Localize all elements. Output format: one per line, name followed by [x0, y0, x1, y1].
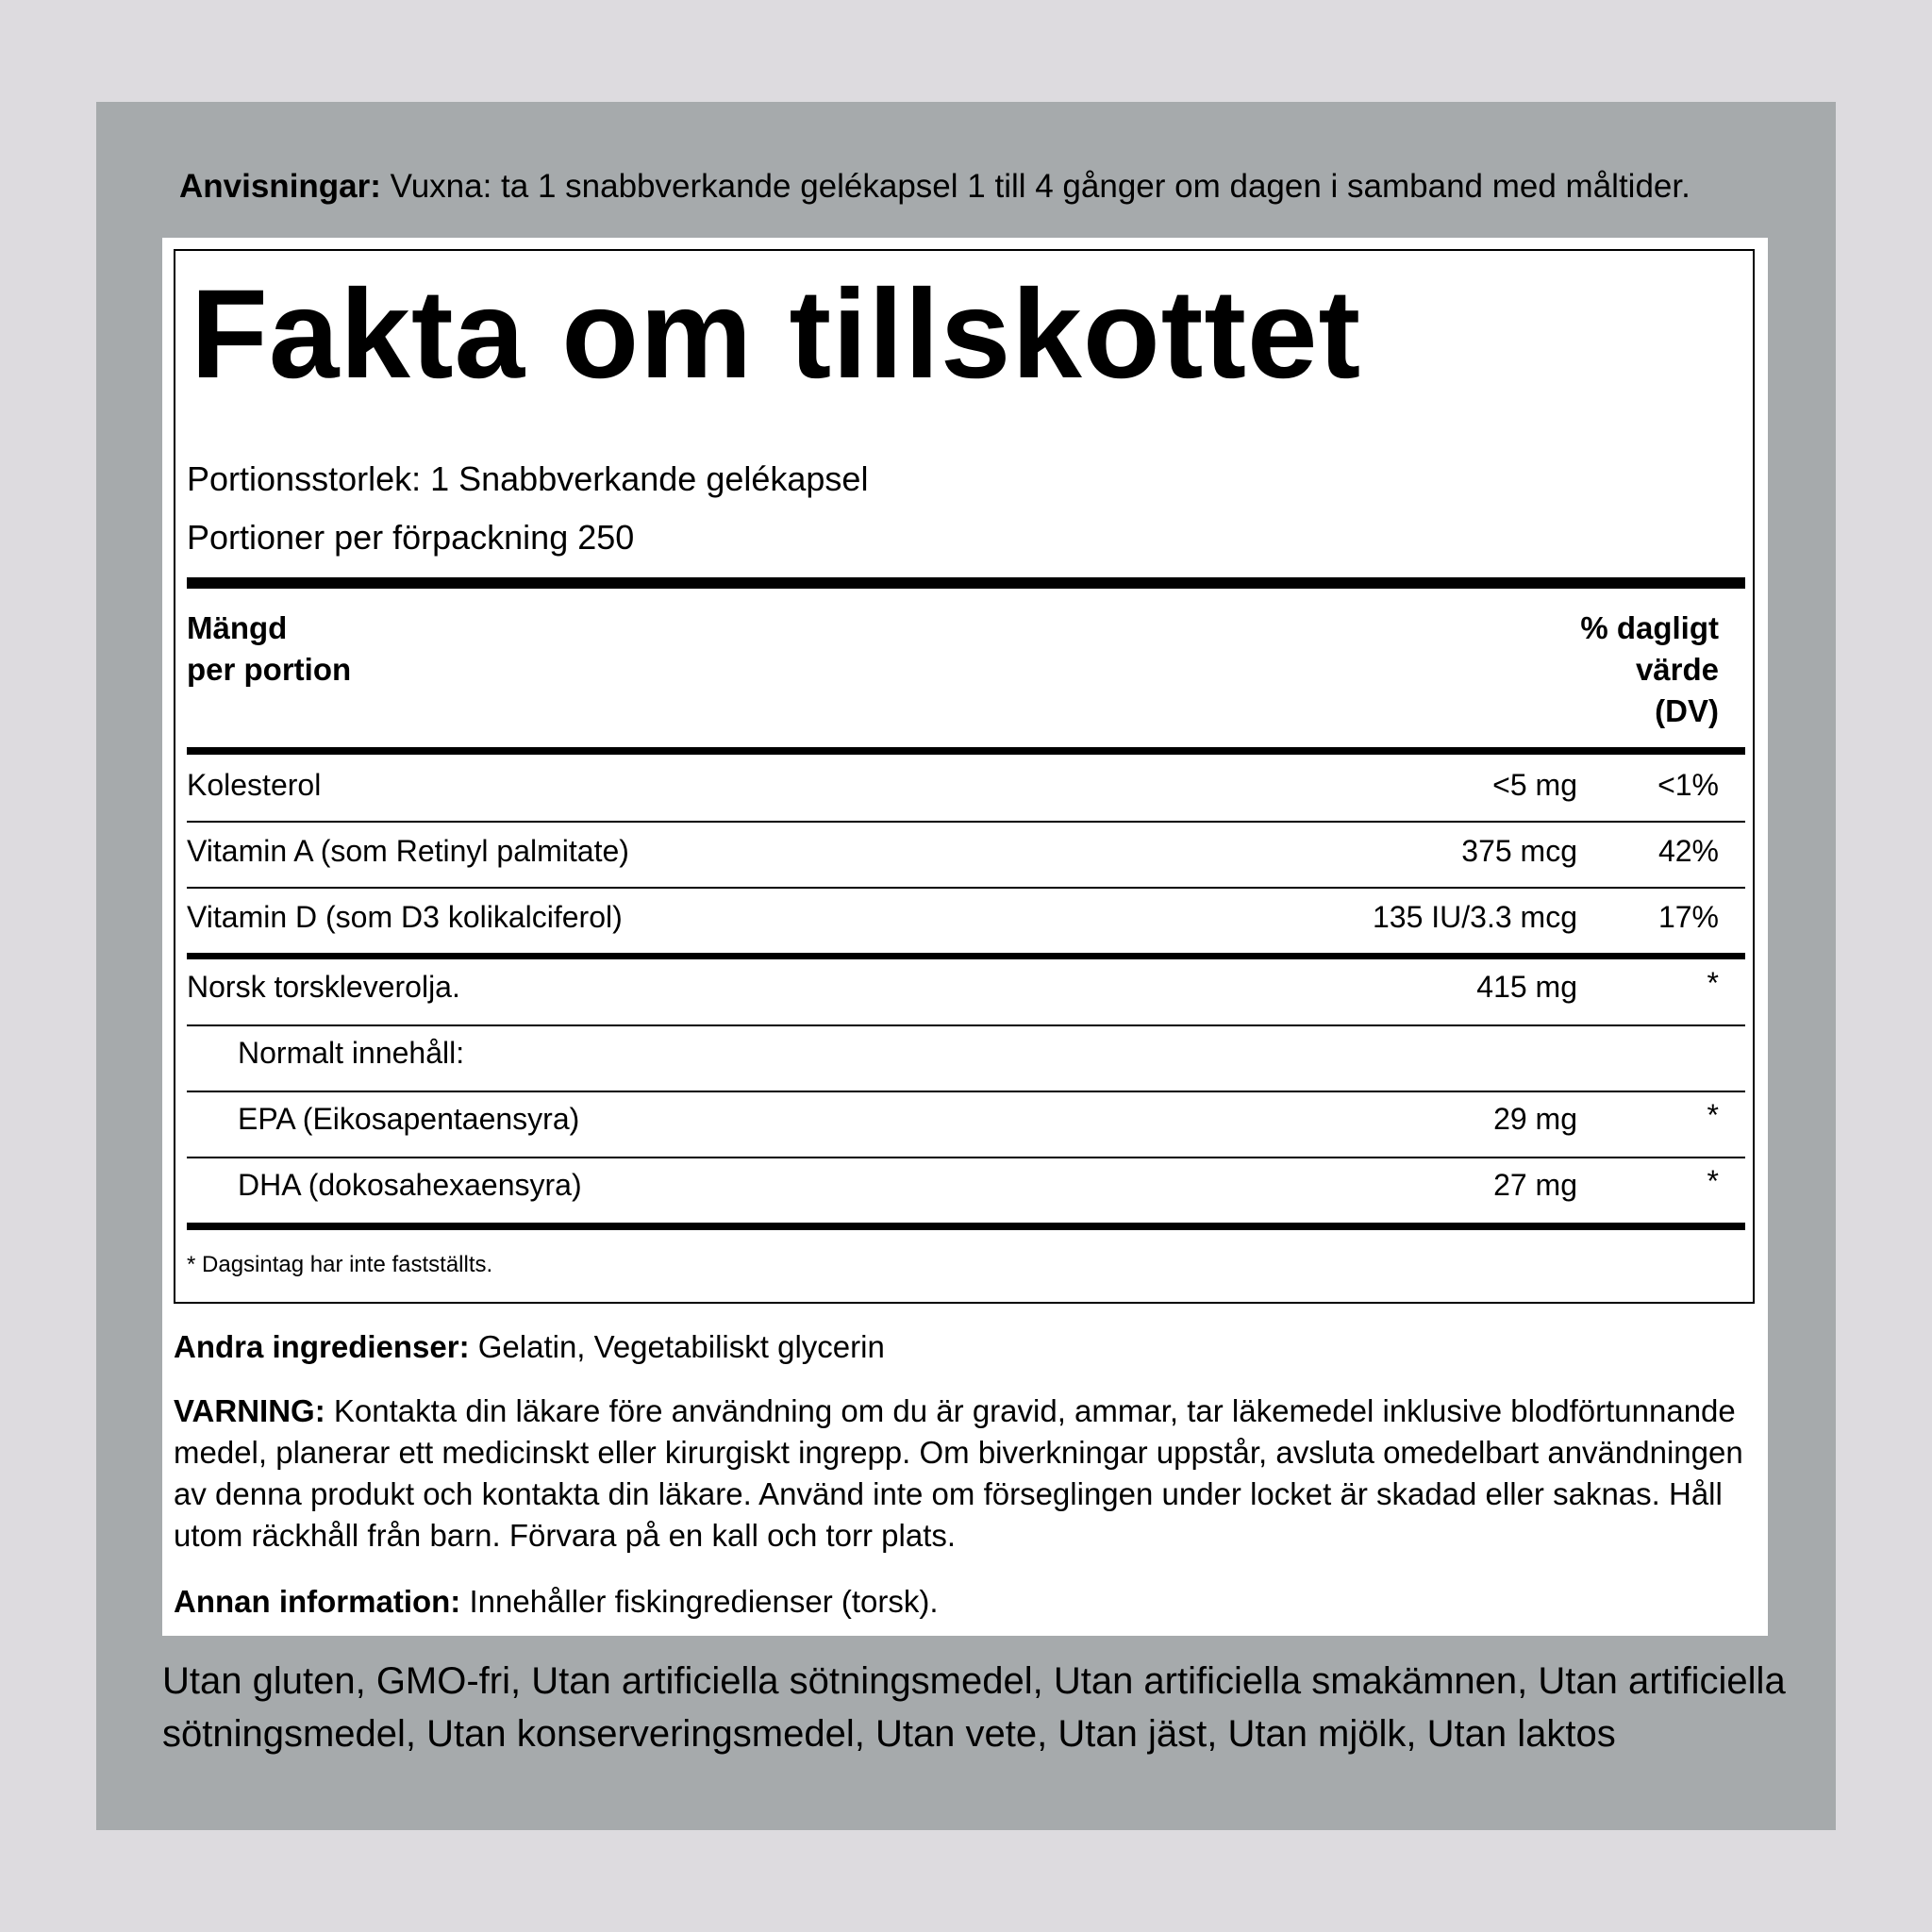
nutrient-amount: 135 IU/3.3 mcg	[1373, 900, 1577, 934]
other-information-label: Annan information:	[174, 1584, 461, 1619]
header-right-line-1: % dagligt	[1580, 610, 1719, 645]
thick-divider	[187, 953, 1745, 959]
other-information	[174, 1581, 1758, 1623]
supplement-facts-box	[174, 249, 1755, 1304]
thin-divider	[187, 1091, 1745, 1092]
header-right-line-2: värde	[1635, 652, 1719, 687]
other-ingredients	[174, 1326, 1758, 1368]
directions-body: Vuxna: ta 1 snabbverkande gelékapsel 1 till 4 gånger om dagen i samband med måltider.	[380, 168, 1690, 205]
nutrient-label: Kolesterol	[187, 768, 322, 802]
nutrient-dv: *	[1707, 966, 1719, 1000]
facts-footnote: * Dagsintag har inte fastställts.	[187, 1252, 493, 1277]
header-right-line-3: (DV)	[1655, 693, 1719, 728]
amount-per-serving-header	[187, 608, 351, 691]
thin-divider	[187, 887, 1745, 889]
nutrient-label: Vitamin D (som D3 kolikalciferol)	[187, 900, 623, 934]
directions-text	[179, 166, 1802, 208]
nutrient-dv: *	[1707, 1164, 1719, 1198]
nutrient-amount: <5 mg	[1492, 768, 1577, 802]
thin-divider	[187, 1024, 1745, 1026]
daily-value-header	[1580, 608, 1719, 732]
nutrient-amount: 29 mg	[1493, 1102, 1577, 1136]
nutrient-label: Norsk torskleverolja.	[187, 970, 460, 1004]
facts-title: Fakta om tillskottet	[191, 264, 1362, 405]
warning-body: Kontakta din läkare före användning om du är gravid, ammar, tar läkemedel inklusive blodförtunnande medel, planerar ett medicinskt eller kirurgiskt ingrepp. Om biverkningar uppstår, avsluta omedelbart användningen av denna produkt och kontakta din läkare. Använd inte om förseglingen under locket är skadad eller saknas. Håll utom räckhåll från barn. Förvara på en kall och torr plats.	[174, 1393, 1743, 1553]
thick-divider	[187, 1223, 1745, 1230]
nutrient-sublabel: Normalt innehåll:	[238, 1036, 465, 1070]
warning-label: VARNING:	[174, 1393, 325, 1428]
other-information-text: Innehåller fiskingredienser (torsk).	[460, 1584, 939, 1619]
nutrient-dv: 42%	[1657, 834, 1719, 868]
header-left-line-1: Mängd	[187, 610, 288, 645]
nutrient-dv: *	[1707, 1098, 1719, 1132]
nutrient-amount: 415 mg	[1476, 970, 1577, 1004]
nutrient-dv: 17%	[1657, 900, 1719, 934]
serving-size: Portionsstorlek: 1 Snabbverkande gelékapsel	[187, 459, 869, 498]
header-left-line-2: per portion	[187, 652, 352, 687]
nutrient-label: DHA (dokosahexaensyra)	[238, 1168, 582, 1202]
free-from-claims: Utan gluten, GMO-fri, Utan artificiella sötningsmedel, Utan artificiella smakämnen, Utan artificiella sötningsmedel, Utan konserveringsmedel, Utan vete, Utan jäst, Utan mjölk, Utan laktos	[162, 1660, 1786, 1755]
directions-label: Anvisningar:	[179, 168, 381, 205]
thick-divider	[187, 747, 1745, 755]
other-ingredients-label: Andra ingredienser:	[174, 1329, 470, 1364]
servings-per-container: Portioner per förpackning 250	[187, 518, 635, 557]
thin-divider	[187, 1157, 1745, 1158]
thick-divider	[187, 577, 1745, 589]
other-ingredients-text: Gelatin, Vegetabiliskt glycerin	[469, 1329, 885, 1364]
thin-divider	[187, 821, 1745, 823]
warning-text	[174, 1391, 1758, 1557]
nutrient-amount: 375 mcg	[1461, 834, 1577, 868]
nutrient-dv: <1%	[1657, 768, 1719, 802]
nutrient-label: EPA (Eikosapentaensyra)	[238, 1102, 580, 1136]
nutrient-label: Vitamin A (som Retinyl palmitate)	[187, 834, 629, 868]
nutrient-amount: 27 mg	[1493, 1168, 1577, 1202]
